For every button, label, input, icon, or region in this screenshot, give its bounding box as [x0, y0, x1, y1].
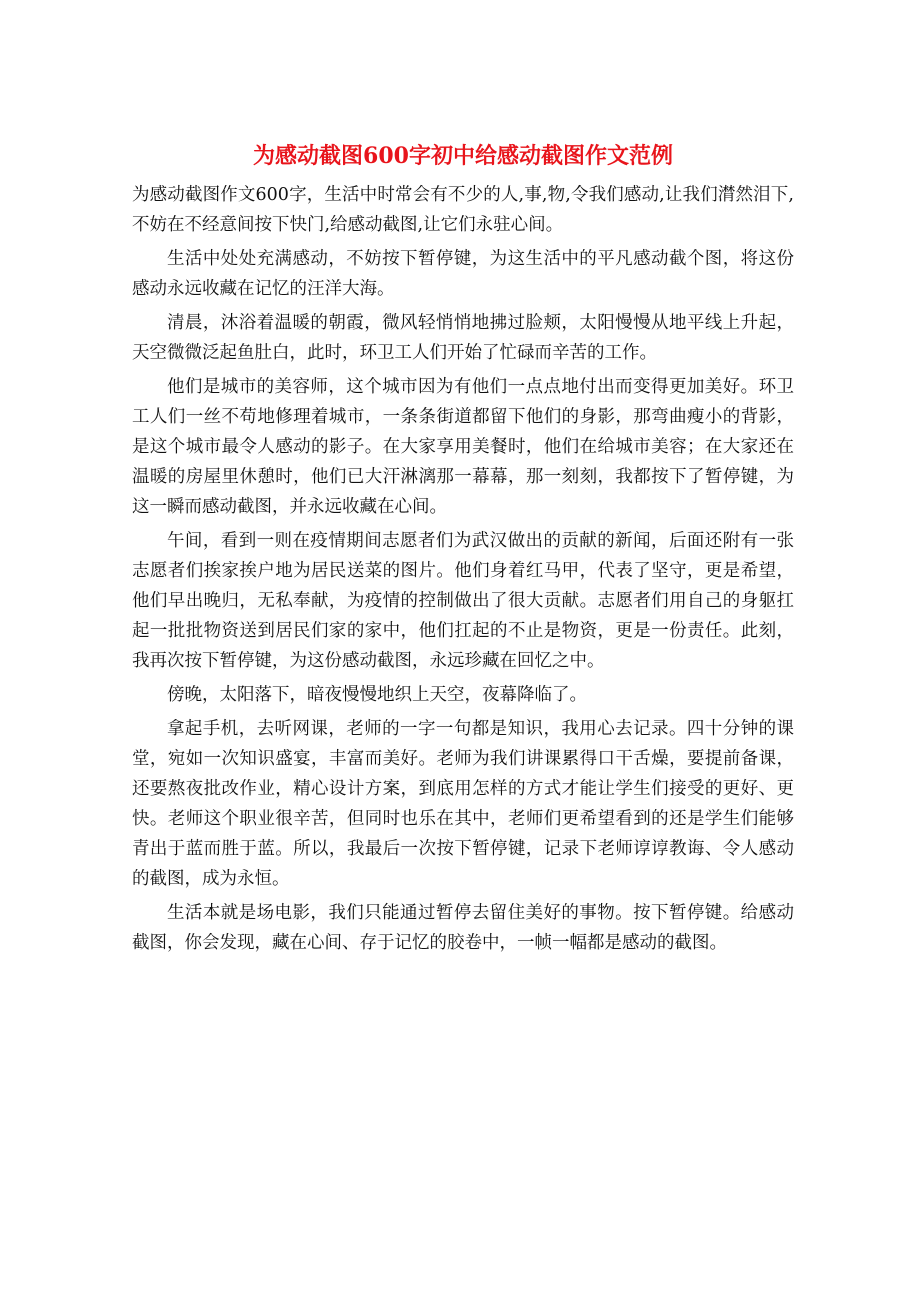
paragraph-intro: 为感动截图作文600字，生活中时常会有不少的人,事,物,令我们感动,让我们潸然泪下,不妨在不经意间按下快门,给感动截图,让它们永驻心间。 — [132, 185, 794, 235]
paragraph: 午间，看到一则在疫情期间志愿者们为武汉做出的贡献的新闻，后面还附有一张志愿者们挨家挨户地为居民送菜的图片。他们身着红马甲，代表了坚守，更是希望，他们早出晚归，无私奉献，为疫情的控制做出了很大贡献。志愿者们用自己的身躯扛起一批批物资送到居民们家的家中，他们扛起的不止是物资，更是一份责任。此刻，我再次按下暂停键，为这份感动截图，永远珍藏在回忆之中。 — [132, 531, 794, 671]
paragraph: 傍晚，太阳落下，暗夜慢慢地织上天空，夜幕降临了。 — [167, 685, 587, 705]
paragraph: 生活本就是场电影，我们只能通过暂停去留住美好的事物。按下暂停键。给感动截图，你会发现，藏在心间、存于记忆的胶卷中，一帧一幅都是感动的截图。 — [132, 903, 794, 953]
paragraph: 清晨，沐浴着温暖的朝霞，微风轻悄悄地拂过脸颊，太阳慢慢从地平线上升起，天空微微泛起鱼肚白，此时，环卫工人们开始了忙碌而辛苦的工作。 — [132, 313, 794, 363]
document-title: 为感动截图600字初中给感动截图作文范例 — [253, 143, 673, 169]
paragraph: 他们是城市的美容师，这个城市因为有他们一点点地付出而变得更加美好。环卫工人们一丝不苟地修理着城市，一条条街道都留下他们的身影，那弯曲瘦小的背影，是这个城市最令人感动的影子。在大家享用美餐时，他们在给城市美容；在大家还在温暖的房屋里休憩时，他们已大汗淋漓那一幕幕，那一刻刻，我都按下了暂停键，为这一瞬而感动截图，并永远收藏在心间。 — [132, 377, 794, 517]
paragraph: 生活中处处充满感动，不妨按下暂停键，为这生活中的平凡感动截个图，将这份感动永远收藏在记忆的汪洋大海。 — [132, 249, 794, 299]
paragraph: 拿起手机，去听网课，老师的一字一句都是知识，我用心去记录。四十分钟的课堂，宛如一次知识盛宴，丰富而美好。老师为我们讲课累得口干舌燥，要提前备课，还要熬夜批改作业，精心设计方案，到底用怎样的方式才能让学生们接受的更好、更快。老师这个职业很辛苦，但同时也乐在其中，老师们更希望看到的还是学生们能够青出于蓝而胜于蓝。所以，我最后一次按下暂停键，记录下老师谆谆教诲、令人感动的截图，成为永恒。 — [132, 719, 794, 889]
document-page — [132, 138, 794, 962]
